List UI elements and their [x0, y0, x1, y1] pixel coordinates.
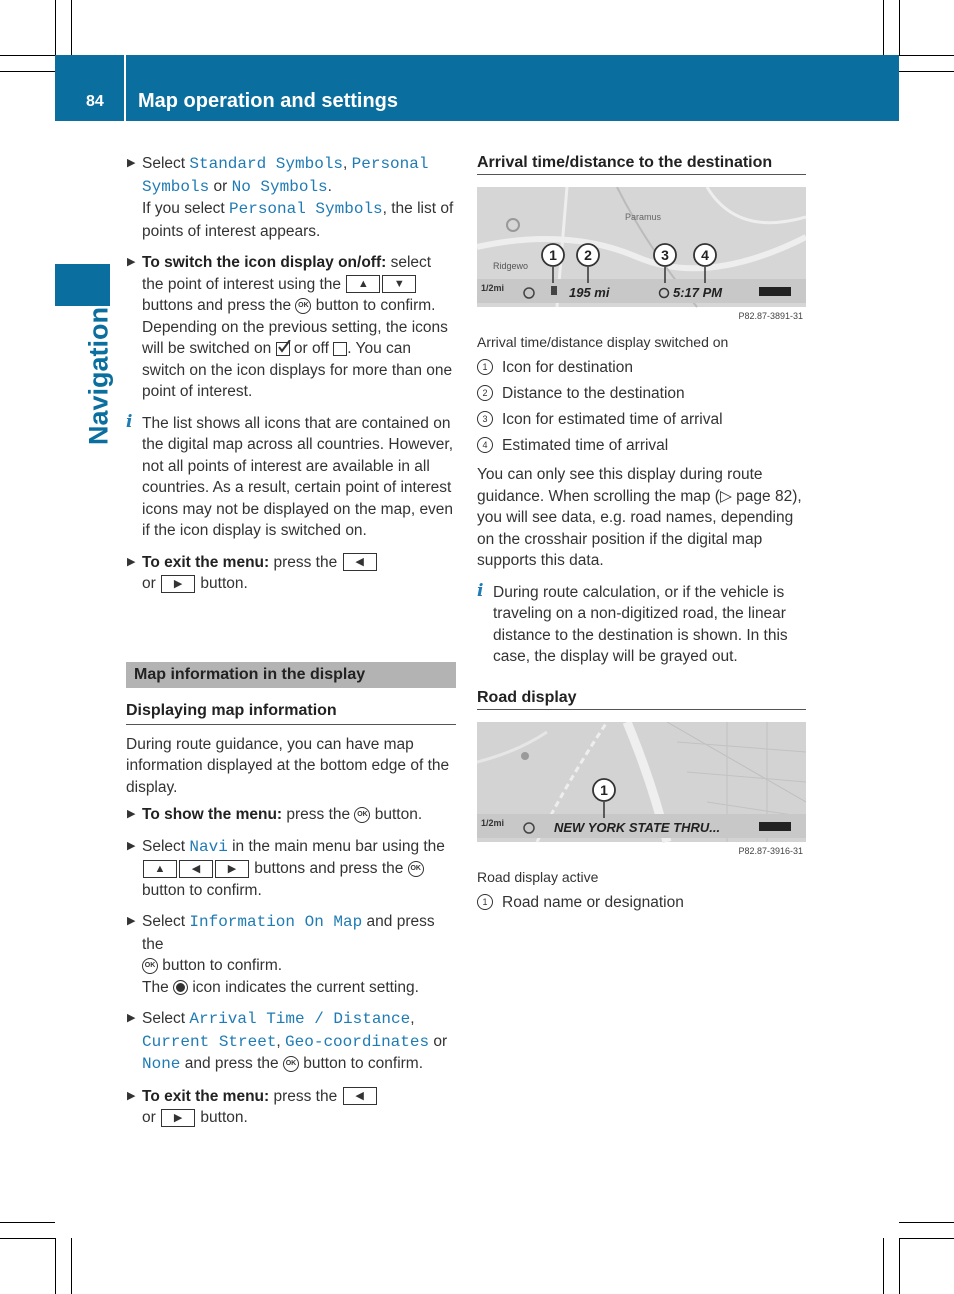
checkbox-on-icon: [276, 342, 290, 356]
step-exit-menu-2: ▶ To exit the menu: press the ◀ or ▶ button.: [126, 1086, 456, 1129]
distance-value: 195 mi: [569, 285, 610, 300]
crop-mark: [899, 71, 954, 72]
header-divider: [124, 55, 126, 121]
info-note: i The list shows all icons that are contained on the digital map across all countries. However, not all points of interest are available in all countries. As a result, certain point of interest icons may not be displayed on the map, even if the icon display is switched on.: [126, 411, 454, 539]
right-key-icon: ▶: [215, 860, 249, 878]
map-scale: 1/2mi: [481, 818, 505, 828]
right-key-icon: ▶: [161, 575, 195, 593]
number-1-icon: 1: [477, 894, 493, 910]
up-key-icon: ▲: [346, 275, 380, 293]
crop-mark: [899, 1222, 954, 1223]
signal-bars-icon: [759, 822, 791, 831]
step-arrow-icon: ▶: [127, 839, 136, 852]
step-select-navi: ▶ Select Navi in the main menu bar using the ▲ ◀ ▶ buttons and press the OK button to confirm.: [127, 837, 445, 899]
selected-radio-icon: [173, 980, 188, 995]
eta-value: 5:17 PM: [673, 285, 723, 300]
side-tab-label: Navigation: [83, 306, 114, 446]
signal-bars-icon: [759, 287, 791, 296]
intro-text: During route guidance, you can have map information displayed at the bottom edge of the display.: [126, 735, 450, 796]
body-text: You can only see this display during route guidance. When scrolling the map (▷ page 82), you will see data, e.g. road names, depending on the crosshair position if the digital map supports this data.: [477, 466, 802, 569]
section-title: Map information in the display: [126, 662, 456, 688]
map-place-label: Paramus: [625, 212, 662, 222]
number-4-icon: 4: [477, 437, 493, 453]
step-arrow-icon: ▶: [127, 915, 136, 927]
crop-mark: [899, 55, 954, 56]
svg-text:1: 1: [600, 782, 608, 798]
subheading-arrival: Arrival time/distance to the destination: [477, 154, 806, 175]
image-code: P82.87-3916-31: [738, 846, 803, 856]
ok-button-icon: OK: [295, 298, 311, 314]
up-key-icon: ▲: [143, 860, 177, 878]
destination-flag-icon: [551, 286, 557, 295]
figure-caption: Arrival time/distance display switched on: [477, 334, 729, 350]
down-key-icon: ▼: [382, 275, 416, 293]
crop-mark: [0, 55, 55, 56]
step-arrow-icon: ▶: [127, 157, 136, 169]
step-select-symbols: ▶ Select Standard Symbols, Personal Symbols or No Symbols. If you select Personal Symbols, the list of points of interest appears.: [127, 155, 454, 240]
image-code: P82.87-3891-31: [738, 311, 803, 321]
page-number: 84: [86, 93, 104, 110]
crop-mark: [899, 1238, 900, 1294]
map-road-display: [477, 722, 806, 858]
step-select-information-on-map: ▶ Select Information On Map and press the OK button to confirm. The icon indicates the current setting.: [127, 913, 435, 996]
legend-item: 4 Estimated time of arrival: [477, 435, 809, 457]
ok-button-icon: OK: [408, 861, 424, 877]
number-2-icon: 2: [477, 385, 493, 401]
ok-button-icon: OK: [142, 958, 158, 974]
info-icon: i: [126, 411, 133, 432]
crop-mark: [0, 1238, 55, 1239]
svg-text:4: 4: [701, 247, 709, 263]
right-column: [477, 332, 809, 678]
step-switch-icon-display: ▶ To switch the icon display on/off: select the point of interest using the ▲ ▼ buttons and press the OK button to confirm. Depending on the previous setting, the icons will be switched on or off . You can switch on the icon displays for more than one point of interest.: [127, 254, 453, 400]
checkmark-icon: [277, 340, 291, 354]
step-arrow-icon: ▶: [127, 1089, 136, 1102]
crop-mark: [55, 0, 56, 55]
svg-text:2: 2: [584, 247, 592, 263]
legend-item: 1 Road name or designation: [477, 892, 809, 914]
step-arrow-icon: ▶: [127, 256, 136, 268]
svg-text:3: 3: [661, 247, 669, 263]
right-key-icon: ▶: [161, 1109, 195, 1127]
legend-item: 3 Icon for estimated time of arrival: [477, 409, 809, 431]
step-select-display-option: ▶ Select Arrival Time / Distance, Current Street, Geo-coordinates or None and press the OK button to confirm.: [127, 1010, 448, 1073]
crop-mark: [0, 71, 55, 72]
step-arrow-icon: ▶: [127, 1012, 136, 1024]
left-column: [126, 153, 456, 605]
page-title: Map operation and settings: [138, 90, 399, 112]
map-arrival-display: [477, 187, 806, 323]
left-key-icon: ◀: [343, 1087, 377, 1105]
left-key-icon: ◀: [343, 553, 377, 571]
subheading: Displaying map information: [126, 700, 456, 725]
crop-mark: [899, 0, 900, 55]
map-place-label: Ridgewo: [493, 261, 529, 271]
map-scale: 1/2mi: [481, 283, 505, 293]
crop-mark: [883, 1238, 884, 1294]
left-column-lower: [126, 662, 456, 1139]
figure-caption: Road display active: [477, 869, 599, 885]
crop-mark: [71, 0, 72, 55]
road-name: NEW YORK STATE THRU...: [554, 820, 721, 835]
number-3-icon: 3: [477, 411, 493, 427]
crop-mark: [899, 1238, 954, 1239]
svg-text:1: 1: [549, 247, 557, 263]
info-note: i During route calculation, or if the vehicle is traveling on a non-digitized road, the linear distance to the destination is shown. In this case, the display will be grayed out.: [477, 580, 788, 665]
left-key-icon: ◀: [179, 860, 213, 878]
crop-mark: [55, 1238, 56, 1294]
step-show-menu: ▶ To show the menu: press the OK button.: [126, 804, 456, 826]
subheading-road: Road display: [477, 689, 806, 710]
ok-button-icon: OK: [283, 1056, 299, 1072]
legend-item: 1 Icon for destination: [477, 357, 809, 379]
legend-item: 2 Distance to the destination: [477, 383, 809, 405]
crop-mark: [71, 1238, 72, 1294]
number-1-icon: 1: [477, 359, 493, 375]
checkbox-off-icon: [333, 342, 347, 356]
info-icon: i: [477, 580, 484, 601]
right-column-lower: [477, 867, 809, 913]
crop-mark: [0, 1222, 55, 1223]
step-arrow-icon: ▶: [127, 808, 136, 820]
step-arrow-icon: ▶: [127, 555, 136, 568]
crop-mark: [883, 0, 884, 55]
ok-button-icon: OK: [354, 807, 370, 823]
step-exit-menu: ▶ To exit the menu: press the ◀ or ▶ button.: [126, 552, 456, 595]
side-tab: [55, 264, 110, 306]
